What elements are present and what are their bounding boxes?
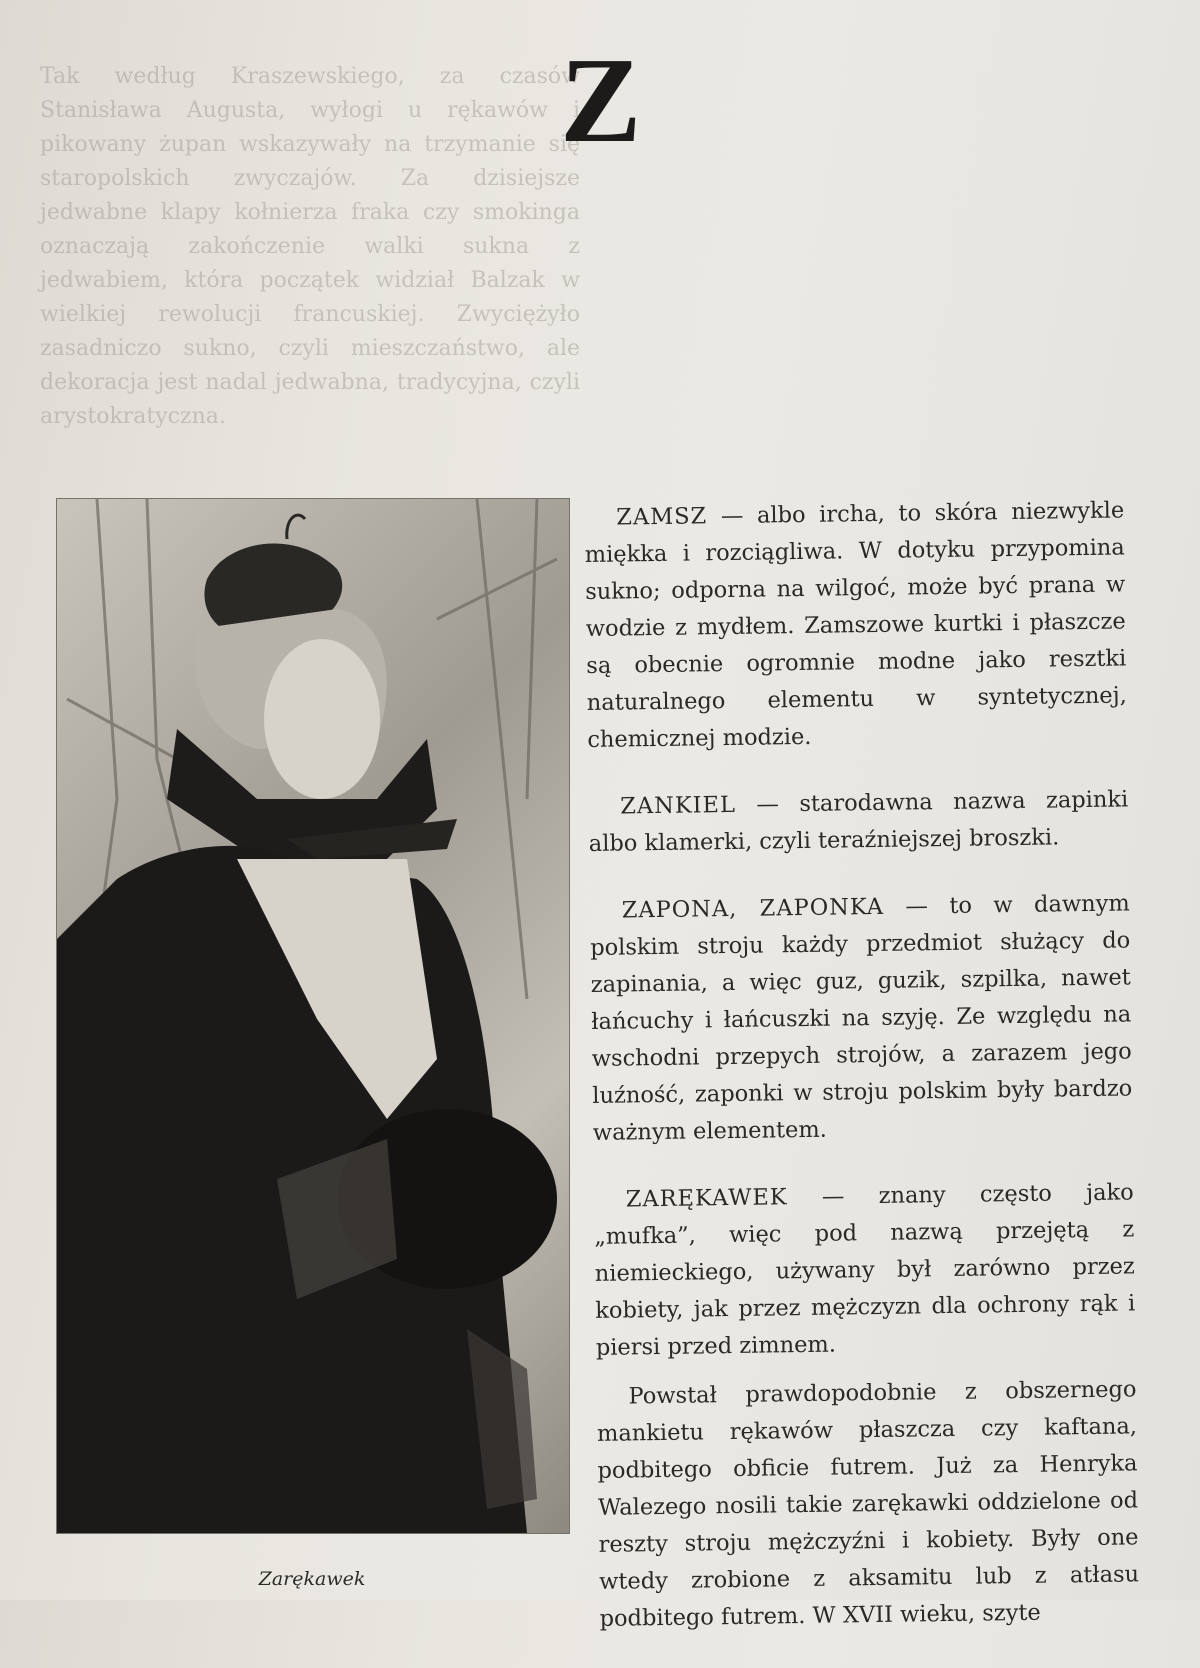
entry-definition: — to w dawnym polskim stroju każdy przedmiot służący do zapinania, a więc guz, guzik, szpilka, nawet łańcuchy i łańcuszki na szyję. Ze względu na wschodni przepych strojów, a zarazem jego luźność, zaponki w stroju polskim były bardzo ważnym elementem. [590, 890, 1133, 1146]
engraving-illustration [56, 498, 570, 1534]
entry-paragraph [594, 1174, 1137, 1367]
entry-zankiel [588, 781, 1129, 863]
entry-paragraph [589, 885, 1133, 1152]
figure-caption: Zarękawek [258, 1568, 366, 1590]
entry-zapona [589, 885, 1133, 1152]
section-letter: Z [560, 33, 640, 168]
entry-paragraph [584, 492, 1128, 759]
entry-term: ZANKIEL [620, 791, 737, 820]
entry-term: ZAPONA, ZAPONKA [621, 893, 885, 924]
woman-with-muff-engraving [57, 499, 569, 1533]
dictionary-column [584, 492, 1140, 1667]
entry-term: ZAMSZ [616, 503, 708, 531]
entry-term: ZARĘKAWEK [625, 1184, 788, 1213]
entry-definition: — albo ircha, to skóra niezwykle miękka i rozciągliwa. W dotyku przypomina sukno; odporna na wilgoć, może być prana w wodzie z mydłem. Zamszowe kurtki i płaszcze są obecnie ogromnie modne jako resztki naturalnego elementu w syntetycznej, chemicznej modzie. [584, 497, 1127, 753]
entry-definition: — znany często jako „mufka”, więc pod nazwą przejętą z niemieckiego, używany był zarówno przez kobiety, jak przez mężczyzn dla ochrony rąk i piersi przed zimnem. [594, 1179, 1136, 1361]
entry-paragraph: Powstał prawdopodobnie z obszernego mankietu rękawów płaszcza czy kaftana, podbitego obficie futrem. Już za Henryka Walezego nosili takie zarękawki oddzielone od reszty stroju mężczyźni i kobiety. Były one wtedy zrobione z aksamitu lub z atłasu podbitego futrem. W XVII wieku, szyte [596, 1376, 1140, 1632]
bleed-through-text: Tak według Kraszewskiego, za czasów Stanisława Augusta, wyłogi u rękawów i pikowany żupan wskazywały na trzymanie się staropolskich zwyczajów. Za dzisiejsze jedwabne klapy kołnierza fraka czy smokinga oznaczają zakończenie walki sukna z jedwabiem, która początek widział Balzak w wielkiej rewolucji francuskiej. Zwyciężyło zasadniczo sukno, czyli mieszczaństwo, ale dekoracja jest nadal jedwabna, tradycyjna, czyli arystokratyczna. [40, 64, 580, 429]
entry-zarekawek [594, 1174, 1140, 1637]
entry-zamsz [584, 492, 1128, 759]
entry-definition: — starodawna nazwa zapinki albo klamerki, czyli teraźniejszej broszki. [588, 786, 1129, 857]
entry-paragraph [588, 781, 1129, 863]
